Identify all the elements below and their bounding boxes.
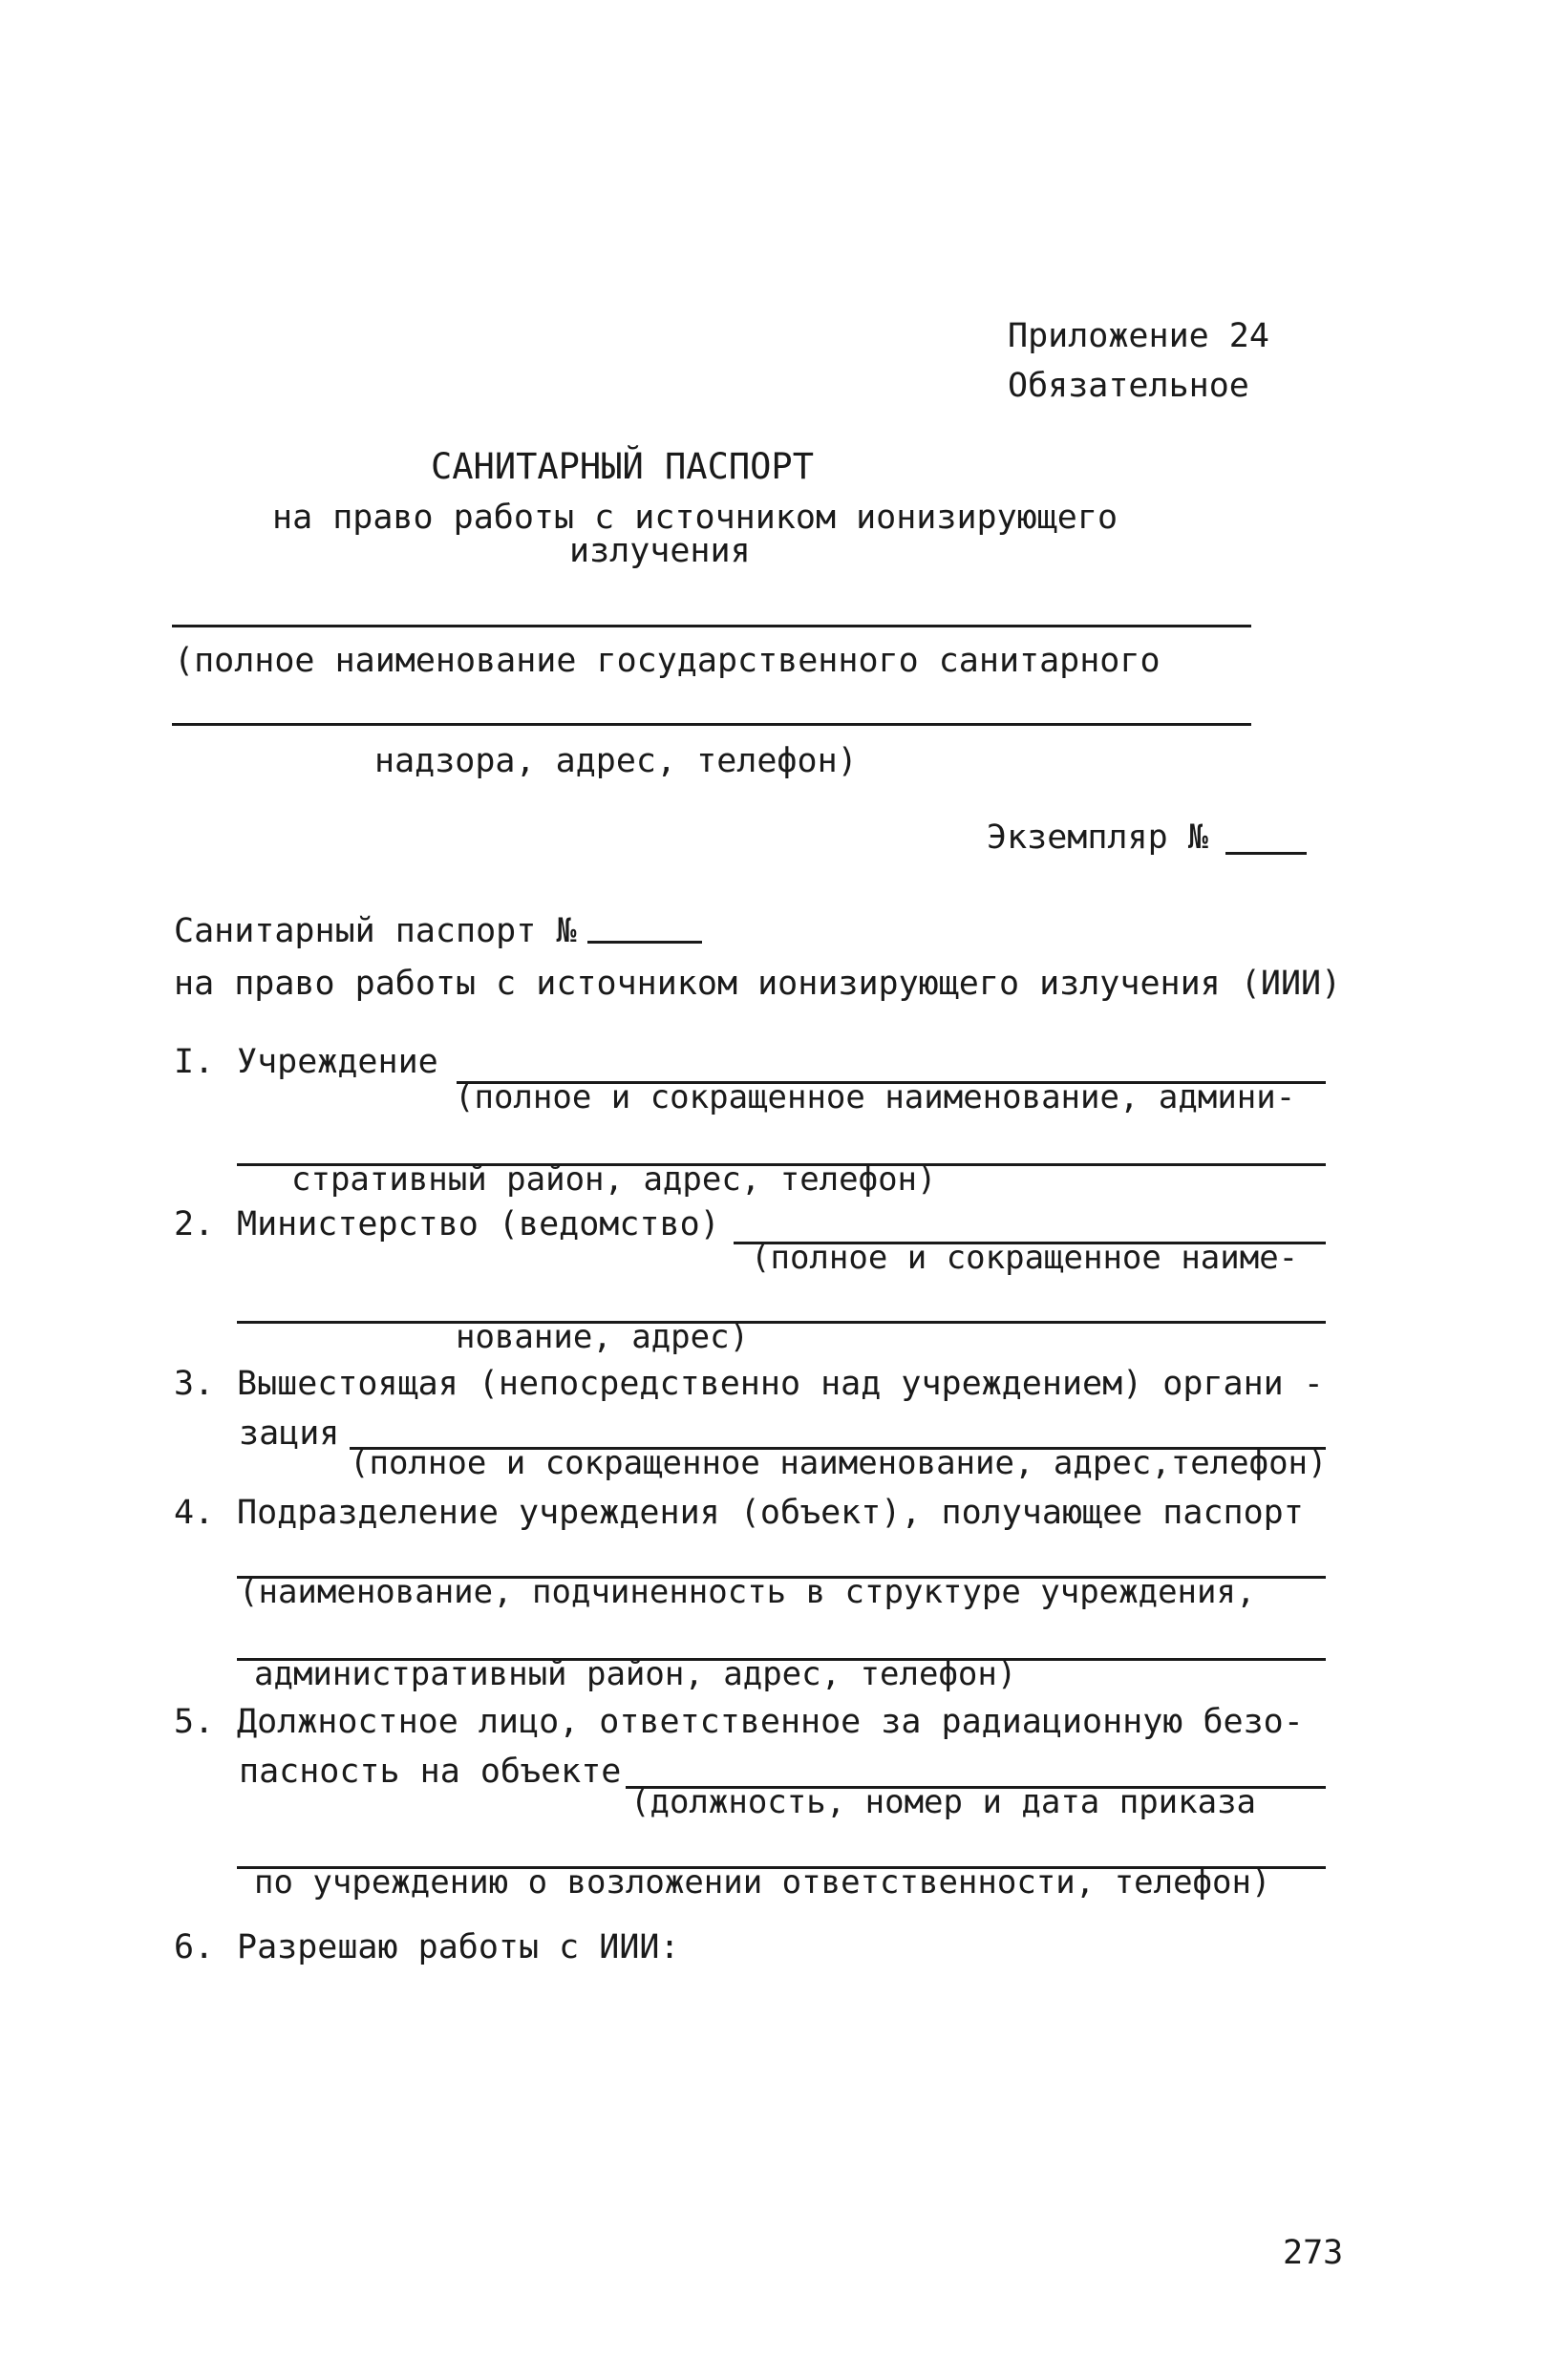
item-6-number: 6. <box>174 1928 215 1966</box>
item-1-label: Учреждение <box>237 1043 438 1081</box>
item-1-number: I. <box>174 1043 215 1081</box>
item-2-field-2[interactable] <box>237 1321 1326 1324</box>
issuer-caption-1: (полное наименование государственного санитарного <box>174 642 1161 680</box>
passport-number-field[interactable] <box>587 941 702 944</box>
item-4-label: Подразделение учреждения (объект), получающее паспорт <box>237 1494 1304 1532</box>
item-3-hint: (полное и сокращенное наименование, адрес,телефон) <box>350 1444 1328 1482</box>
issuer-caption-2: надзора, адрес, телефон) <box>374 742 858 780</box>
item-2-hint-2: нование, адрес) <box>456 1318 750 1356</box>
item-2-hint-1: (полное и сокращенное наиме- <box>751 1239 1299 1277</box>
item-1-hint-2: стративный район, адрес, телефон) <box>291 1160 937 1199</box>
item-5-label-2: пасность на объекте <box>239 1753 622 1791</box>
item-5-label-1: Должностное лицо, ответственное за радиационную безо- <box>237 1703 1304 1741</box>
item-3-number: 3. <box>174 1365 215 1403</box>
item-5-number: 5. <box>174 1703 215 1741</box>
item-1-hint-1: (полное и сокращенное наименование, админи- <box>455 1078 1296 1116</box>
page-number: 273 <box>1283 2234 1344 2272</box>
copy-number-label: Экземпляр № <box>987 818 1208 857</box>
issuer-line-2[interactable] <box>172 723 1251 726</box>
item-3-label-2: зация <box>239 1414 340 1453</box>
document-subtitle-line1: на право работы с источником ионизирующего <box>272 499 1118 537</box>
item-4-hint-1: (наименование, подчиненность в структуре учреждения, <box>239 1573 1256 1611</box>
item-3-label-1: Вышестоящая (непосредственно над учреждением) органи - <box>237 1365 1324 1403</box>
status-label: Обязательное <box>1008 367 1249 405</box>
item-2-number: 2. <box>174 1205 215 1243</box>
item-5-hint-1: (должность, номер и дата приказа <box>630 1783 1257 1821</box>
item-2-label: Министерство (ведомство) <box>237 1205 720 1243</box>
item-4-hint-2: административный район, адрес, телефон) <box>254 1655 1017 1693</box>
passport-subtitle: на право работы с источником ионизирующего излучения (ИИИ) <box>174 965 1342 1003</box>
item-6-label: Разрешаю работы с ИИИ: <box>237 1928 680 1966</box>
copy-number-field[interactable] <box>1225 852 1307 855</box>
document-subtitle-line2: излучения <box>569 532 751 570</box>
issuer-line-1[interactable] <box>172 625 1251 627</box>
passport-number-label: Санитарный паспорт № <box>174 912 577 950</box>
item-5-hint-2: по учреждению о возложении ответственности, телефон) <box>254 1863 1271 1902</box>
item-4-number: 4. <box>174 1494 215 1532</box>
appendix-label: Приложение 24 <box>1008 317 1269 355</box>
document-title: САНИТАРНЫЙ ПАСПОРТ <box>431 446 814 487</box>
